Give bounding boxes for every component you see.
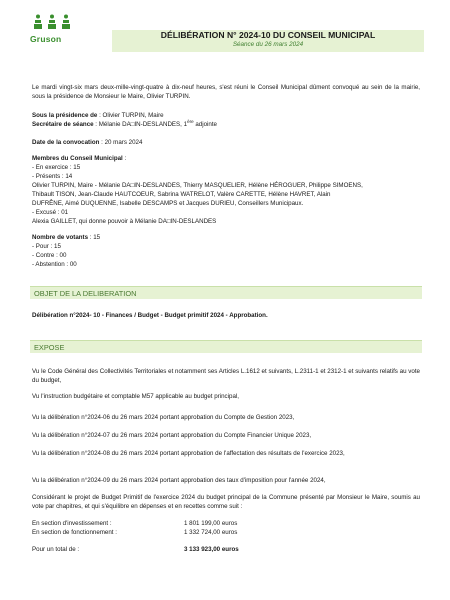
expose-paragraph: Vu l'instruction budgétaire et comptable M57 applicable au budget principal,: [32, 393, 239, 400]
logo-text: Gruson: [30, 34, 62, 44]
emblem-figure-icon: [33, 14, 43, 30]
expose-paragraph: Vu la délibération n°2024-08 du 26 mars 2024 portant approbation de l'affectation des résultats de l'exercice 2023,: [32, 450, 345, 457]
membres-line: - En exercice : 15: [32, 164, 81, 171]
secretaire-line: [32, 118, 420, 130]
votants-line: - Contre : 00: [32, 252, 67, 259]
section-objet: [30, 286, 422, 299]
votants-suffix: : 15: [88, 234, 101, 241]
membres-line: Olivier TURPIN, Maire - Mélanie DA□IN-DESLANDES, Thierry MASQUELIER, Hélène HÉROGUER, Philippe SIMOENS,: [32, 182, 363, 189]
section-objet-title: OBJET DE LA DELIBERATION: [34, 289, 137, 298]
expose-paragraph: Considérant le projet de Budget Primitif de l'exercice 2024 du budget principal de la Commune présenté par Monsieur le Maire, soumis au vote par chapitres, et qui s'équilibre en dépenses et en recettes comme suit :: [32, 494, 420, 510]
objet-text: Délibération n°2024- 10 - Finances / Budget - Budget primitif 2024 - Approbation.: [32, 312, 268, 319]
expose-paragraph: Vu le Code Général des Collectivités Territoriales et notamment ses Articles L.1612 et suivants, L.2311-1 et 2312-1 et suivants relatifs au vote du budget,: [32, 368, 420, 384]
votants-line: - Abstention : 00: [32, 261, 77, 268]
presidence-label: Sous la présidence de: [32, 112, 98, 119]
presidence-line: [32, 112, 420, 121]
intro-paragraph: Le mardi vingt-six mars deux-mille-vingt-quatre à dix-neuf heures, s'est réuni le Conseil Municipal dûment convoqué au sein de la mairie, sous la présidence de Monsieur le Maire, Olivier TURPIN.: [32, 84, 420, 100]
membres-line: DUFRÊNE, Aimé DUQUENNE, Isabelle DESCAMPS et Jacques DURIEU, Conseillers Municipaux.: [32, 200, 304, 207]
votants-label: Nombre de votants: [32, 234, 89, 241]
membres-label: Membres du Conseil Municipal: [32, 155, 123, 162]
membres-line: Alexia GAILLET, qui donne pouvoir à Mélanie DA□IN-DESLANDES: [32, 218, 217, 225]
convocation-label: Date de la convocation: [32, 139, 100, 146]
page-title: DÉLIBÉRATION N° 2024-10 DU CONSEIL MUNICIPAL: [160, 30, 376, 40]
fonctionnement-value: 1 332 724,00 euros: [184, 529, 238, 536]
membres-line: - Excusé : 01: [32, 209, 69, 216]
town-emblem-icon: [33, 14, 71, 30]
convocation-value: : 20 mars 2024: [99, 139, 143, 146]
logo: [30, 14, 74, 60]
investissement-value: 1 801 199,00 euros: [184, 520, 238, 527]
membres-line: - Présents : 14: [32, 173, 73, 180]
section-expose: [30, 340, 422, 353]
emblem-figure-icon: [61, 14, 71, 30]
secretaire-sup: ère: [187, 118, 194, 124]
convocation-line: [32, 139, 420, 148]
membres-line: Thibault TISON, Jean-Claude HAUTCOEUR, Sabrina WATRELOT, Valère CARETTE, Hélène HAVRET, Alain: [32, 191, 331, 198]
session-date: Séance du 26 mars 2024: [232, 41, 304, 48]
expose-paragraph: Vu la délibération n°2024-09 du 26 mars 2024 portant approbation des taux d'imposition pour l'année 2024,: [32, 477, 326, 484]
membres-heading: [32, 155, 420, 164]
emblem-figure-icon: [47, 14, 57, 30]
total-value: 3 133 923,00 euros: [184, 546, 239, 553]
votants-line: - Pour : 15: [32, 243, 61, 250]
fonctionnement-label: En section de fonctionnement :: [32, 529, 117, 536]
secretaire-value-end: adjointe: [193, 121, 217, 128]
membres-suffix: :: [122, 155, 127, 162]
expose-paragraph: Vu la délibération n°2024-07 du 26 mars 2024 portant approbation du Compte Financier Unique 2023,: [32, 432, 312, 439]
section-expose-title: EXPOSE: [34, 343, 65, 352]
secretaire-value: : Mélanie DA□IN-DESLANDES, 1: [93, 121, 188, 128]
presidence-value: : Olivier TURPIN, Maire: [97, 112, 164, 119]
expose-paragraph: Vu la délibération n°2024-06 du 26 mars 2024 portant approbation du Compte de Gestion 2023,: [32, 414, 295, 421]
votants-heading: [32, 234, 420, 243]
secretaire-label: Secrétaire de séance: [32, 121, 94, 128]
investissement-label: En section d'investissement :: [32, 520, 112, 527]
total-label: Pour un total de :: [32, 546, 80, 553]
